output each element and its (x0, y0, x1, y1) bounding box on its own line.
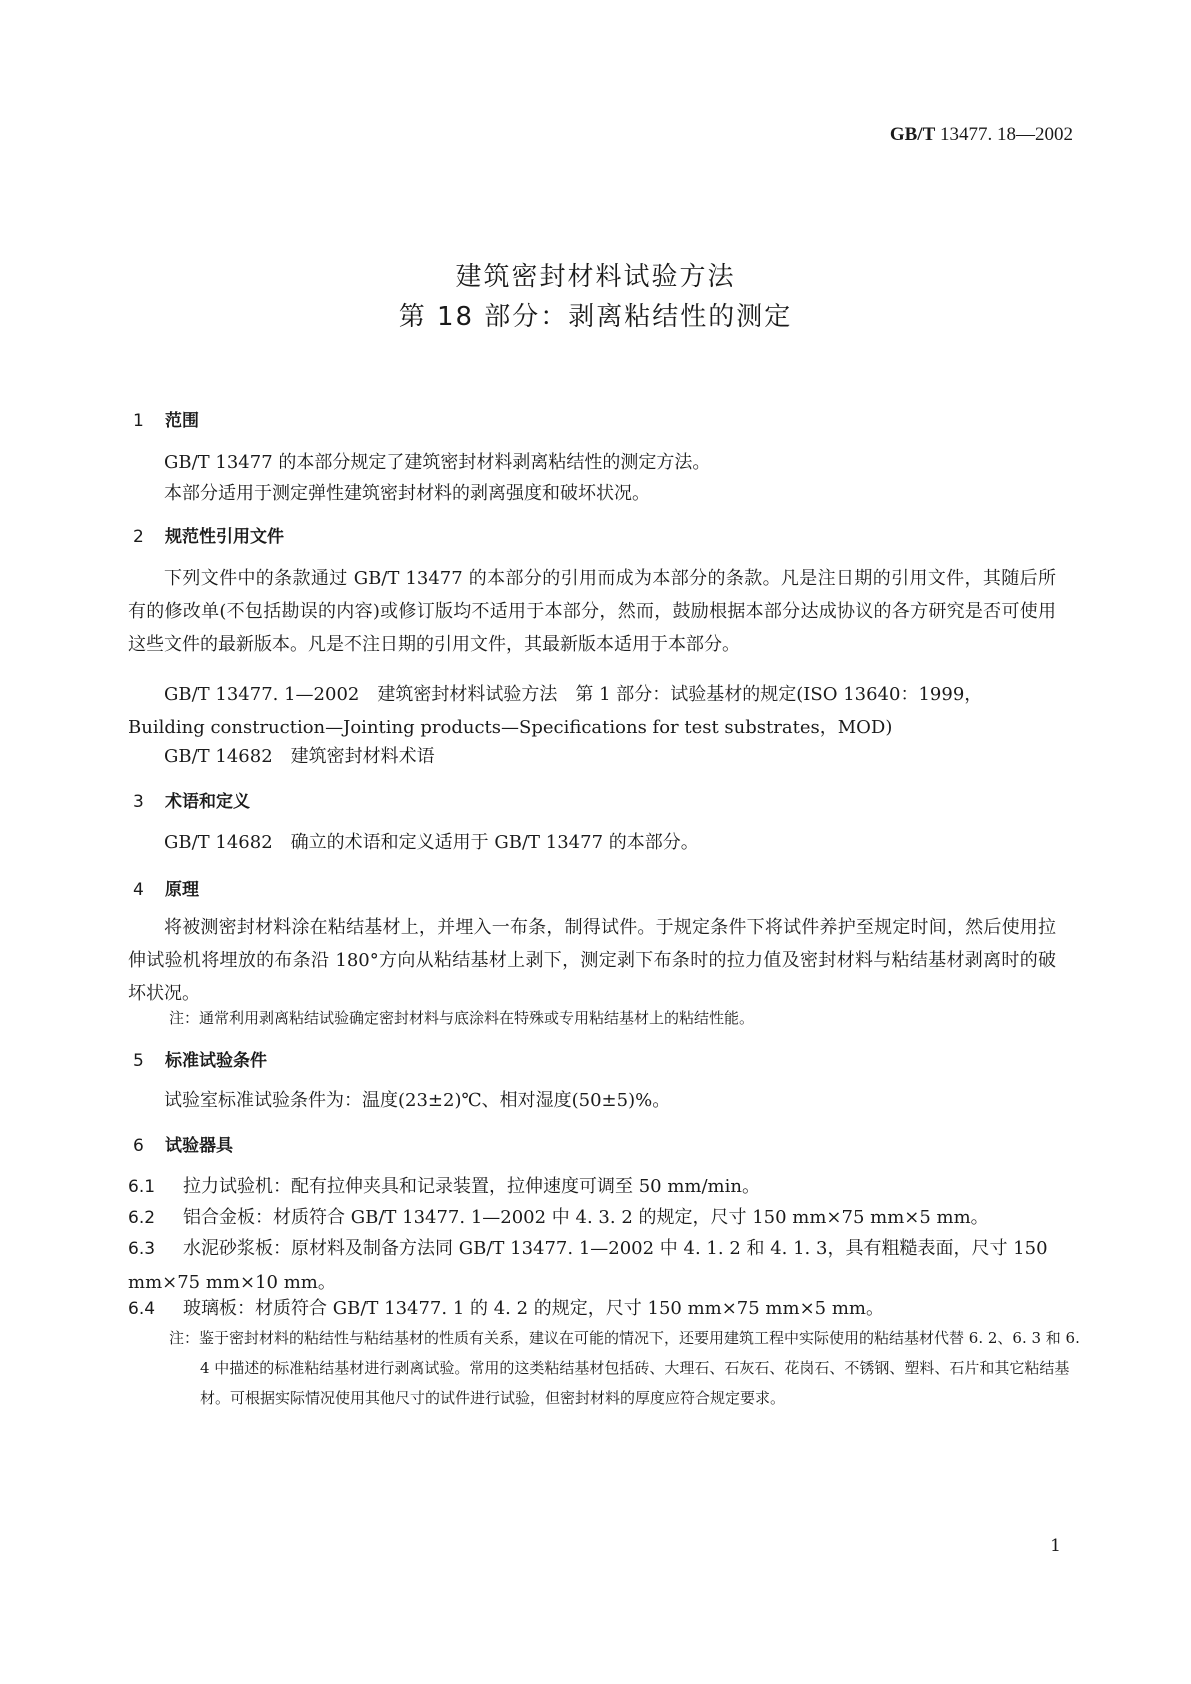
section-heading-test-conditions: 5 标准试验条件 (133, 1051, 267, 1071)
section-heading-principle: 4 原理 (133, 880, 199, 900)
section-heading-normative-references: 2 规范性引用文件 (133, 527, 284, 547)
paragraph: 下列文件中的条款通过 GB/T 13477 的本部分的引用而成为本部分的条款。凡是注日期的引用文件，其随后所有的修改单(不包括勘误的内容)或修订版均不适用于本部分，然而，鼓励根据本部分达成协议的各方研究是否可使用这些文件的最新版本。凡是不注日期的引用文件，其最新版本适用于本部分。 (128, 568, 1056, 655)
apparatus-item: 6.2 铝合金板：材质符合 GB/T 13477. 1—2002 中 4. 3. 2 的规定，尺寸 150 mm×75 mm×5 mm。 (128, 1207, 989, 1228)
page-number: 1 (1050, 1536, 1061, 1556)
paragraph: 将被测密封材料涂在粘结基材上，并埋入一布条，制得试件。于规定条件下将试件养护至规定时间，然后使用拉伸试验机将埋放的布条沿 180°方向从粘结基材上剥下，测定剥下布条时的拉力值及密封材料与粘结基材剥离时的破坏状况。 (128, 917, 1056, 1004)
section-heading-terms: 3 术语和定义 (133, 792, 250, 812)
paragraph: 试验室标准试验条件为：温度(23±2)℃、相对湿度(50±5)%。 (164, 1090, 671, 1111)
note: 注：鉴于密封材料的粘结性与粘结基材的性质有关系，建议在可能的情况下，还要用建筑工程中实际使用的粘结基材代替 6. 2、6. 3 和 6. 4 中描述的标准粘结基材进行剥离试验。常用的这类粘结基材包括砖、大理石、石灰石、花岗石、不锈钢、塑料、石片和其它粘结基材。可根据实际情况使用其他尺寸的试件进行试验，但密封材料的厚度应符合规定要求。 (169, 1329, 1080, 1407)
reference-entry: GB/T 14682 建筑密封材料术语 (164, 746, 435, 767)
paragraph: GB/T 14682 确立的术语和定义适用于 GB/T 13477 的本部分。 (164, 832, 699, 853)
apparatus-item: 6.4 玻璃板：材质符合 GB/T 13477. 1 的 4. 2 的规定，尺寸 150 mm×75 mm×5 mm。 (128, 1298, 884, 1319)
section-heading-scope: 1 范围 (133, 411, 199, 431)
standard-code-header: GB/T 13477. 18—2002 (889, 124, 1073, 145)
document-title: 建筑密封材料试验方法 (455, 262, 736, 292)
apparatus-item: 6.3 水泥砂浆板：原材料及制备方法同 GB/T 13477. 1—2002 中 4. 1. 2 和 4. 1. 3，具有粗糙表面，尺寸 150 mm×75 mm×10 mm。 (128, 1238, 1048, 1293)
paragraph: 本部分适用于测定弹性建筑密封材料的剥离强度和破坏状况。 (164, 483, 650, 504)
paragraph: GB/T 13477 的本部分规定了建筑密封材料剥离粘结性的测定方法。 (164, 452, 711, 473)
apparatus-item: 6.1 拉力试验机：配有拉伸夹具和记录装置，拉伸速度可调至 50 mm/min。 (128, 1176, 760, 1197)
section-heading-apparatus: 6 试验器具 (133, 1136, 233, 1156)
reference-entry: GB/T 13477. 1—2002 建筑密封材料试验方法 第 1 部分：试验基材的规定(ISO 13640：1999，Building construction—Jointing products—Specifications for test substrates，MOD) (128, 684, 983, 738)
document-subtitle: 第 18 部分：剥离粘结性的测定 (398, 302, 793, 332)
note: 注：通常利用剥离粘结试验确定密封材料与底涂料在特殊或专用粘结基材上的粘结性能。 (169, 1009, 755, 1027)
